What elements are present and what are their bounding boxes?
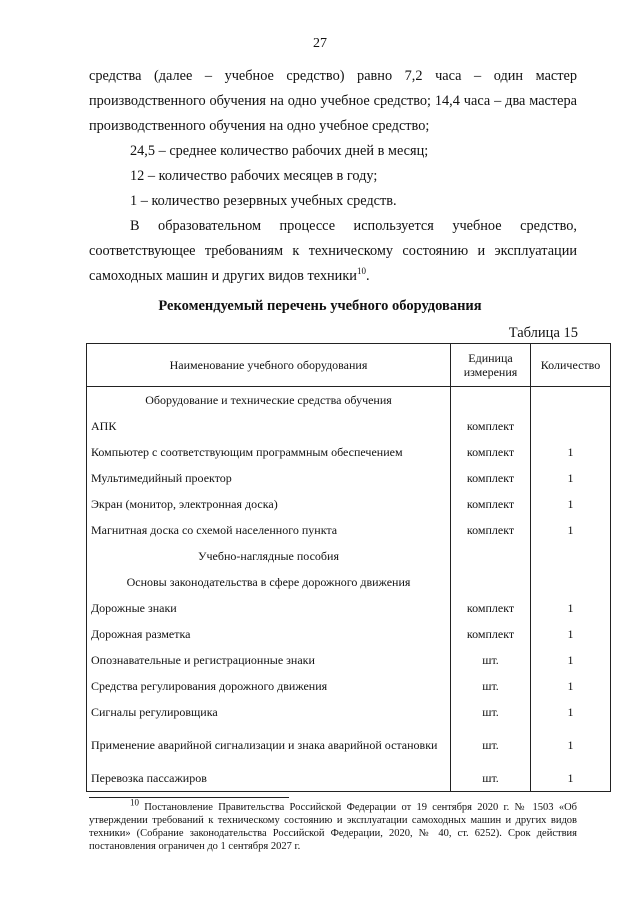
paragraph-4: 1 – количество резервных учебных средств. xyxy=(130,193,397,209)
row-name: Сигналы регулировщика xyxy=(87,699,451,725)
row-name: Средства регулирования дорожного движения xyxy=(87,673,451,699)
row-name: Дорожная разметка xyxy=(87,621,451,647)
table-row xyxy=(87,595,611,621)
row-qty: 1 xyxy=(531,595,611,621)
row-name: Основы законодательства в сфере дорожного движения xyxy=(87,569,451,595)
page-number: 27 xyxy=(313,36,327,51)
row-name: Экран (монитор, электронная доска) xyxy=(87,491,451,517)
table-row xyxy=(87,439,611,465)
table-row xyxy=(87,699,611,725)
row-unit: шт. xyxy=(451,765,531,792)
row-qty: 1 xyxy=(531,439,611,465)
paragraph-3: 12 – количество рабочих месяцев в году; xyxy=(130,168,378,184)
row-name: Компьютер с соответствующим программным обеспечением xyxy=(87,439,451,465)
row-name: Перевозка пассажиров xyxy=(87,765,451,792)
row-name: Опознавательные и регистрационные знаки xyxy=(87,647,451,673)
paragraph-1: средства (далее – учебное средство) равно 7,2 часа – один мастер производственного обучения на одно учебное средство; 14,4 часа – два мастера производственного обучения на одно учебное средство; xyxy=(89,68,577,134)
footnote xyxy=(89,797,578,853)
row-unit: шт. xyxy=(451,699,531,725)
equipment-table xyxy=(86,343,611,792)
row-unit xyxy=(451,387,531,414)
row-unit xyxy=(451,569,531,595)
row-qty: 1 xyxy=(531,465,611,491)
row-qty xyxy=(531,387,611,414)
footnote-marker: 10 xyxy=(130,797,139,808)
header-name: Наименование учебного оборудования xyxy=(87,344,451,387)
row-unit: комплект xyxy=(451,517,531,543)
footnote-ref: 10 xyxy=(356,266,366,277)
table-row xyxy=(87,413,611,439)
row-name: Учебно-наглядные пособия xyxy=(87,543,451,569)
table-header-row xyxy=(87,344,611,387)
table-row xyxy=(87,387,611,414)
table-row xyxy=(87,765,611,792)
section-title: Рекомендуемый перечень учебного оборудования xyxy=(158,298,482,314)
row-unit: комплект xyxy=(451,439,531,465)
row-name: Применение аварийной сигнализации и знака аварийной остановки xyxy=(87,725,451,765)
row-unit: комплект xyxy=(451,595,531,621)
table-row xyxy=(87,517,611,543)
table-caption: Таблица 15 xyxy=(508,325,578,341)
row-qty: 1 xyxy=(531,673,611,699)
footnote-text: Постановление Правительства Российской Федерации от 19 сентября 2020 г. № 1503 «Об утверждении требований к техническому состоянию и эксплуатации самоходных машин и других видов техники» (Собрание законодательства Российской Федерации, 2020, № 40, ст. 6252). Срок действия постановления ограничен до 1 сентября 2027 г. xyxy=(89,802,578,852)
row-unit: комплект xyxy=(451,465,531,491)
row-unit: шт. xyxy=(451,673,531,699)
table-row xyxy=(87,621,611,647)
row-qty: 1 xyxy=(531,647,611,673)
table-row xyxy=(87,491,611,517)
row-qty xyxy=(531,543,611,569)
row-qty xyxy=(531,413,611,439)
row-qty xyxy=(531,569,611,595)
table-row xyxy=(87,725,611,765)
table-row xyxy=(87,569,611,595)
row-unit: комплект xyxy=(451,413,531,439)
paragraph-5-end: . xyxy=(365,268,370,284)
row-qty: 1 xyxy=(531,765,611,792)
row-unit: комплект xyxy=(451,621,531,647)
row-unit xyxy=(451,543,531,569)
row-name: Мультимедийный проектор xyxy=(87,465,451,491)
footnote-divider xyxy=(89,797,289,798)
table-row xyxy=(87,647,611,673)
row-unit: шт. xyxy=(451,647,531,673)
header-qty: Количество xyxy=(531,344,611,387)
table-row xyxy=(87,543,611,569)
row-qty: 1 xyxy=(531,491,611,517)
row-unit: шт. xyxy=(451,725,531,765)
row-name: Дорожные знаки xyxy=(87,595,451,621)
row-qty: 1 xyxy=(531,699,611,725)
table-row xyxy=(87,673,611,699)
row-unit: комплект xyxy=(451,491,531,517)
body-text xyxy=(89,64,577,289)
row-qty: 1 xyxy=(531,621,611,647)
table-row xyxy=(87,465,611,491)
paragraph-5-text: В образовательном процессе используется учебное средство, соответствующее требованиям к техническому состоянию и эксплуатации самоходных машин и других видов техники xyxy=(89,218,577,284)
paragraph-2: 24,5 – среднее количество рабочих дней в месяц; xyxy=(130,143,429,159)
row-name: Магнитная доска со схемой населенного пункта xyxy=(87,517,451,543)
row-qty: 1 xyxy=(531,517,611,543)
header-unit: Единица измерения xyxy=(451,344,531,387)
row-name: АПК xyxy=(87,413,451,439)
paragraph-5 xyxy=(89,214,577,289)
row-qty: 1 xyxy=(531,725,611,765)
row-name: Оборудование и технические средства обучения xyxy=(87,387,451,414)
